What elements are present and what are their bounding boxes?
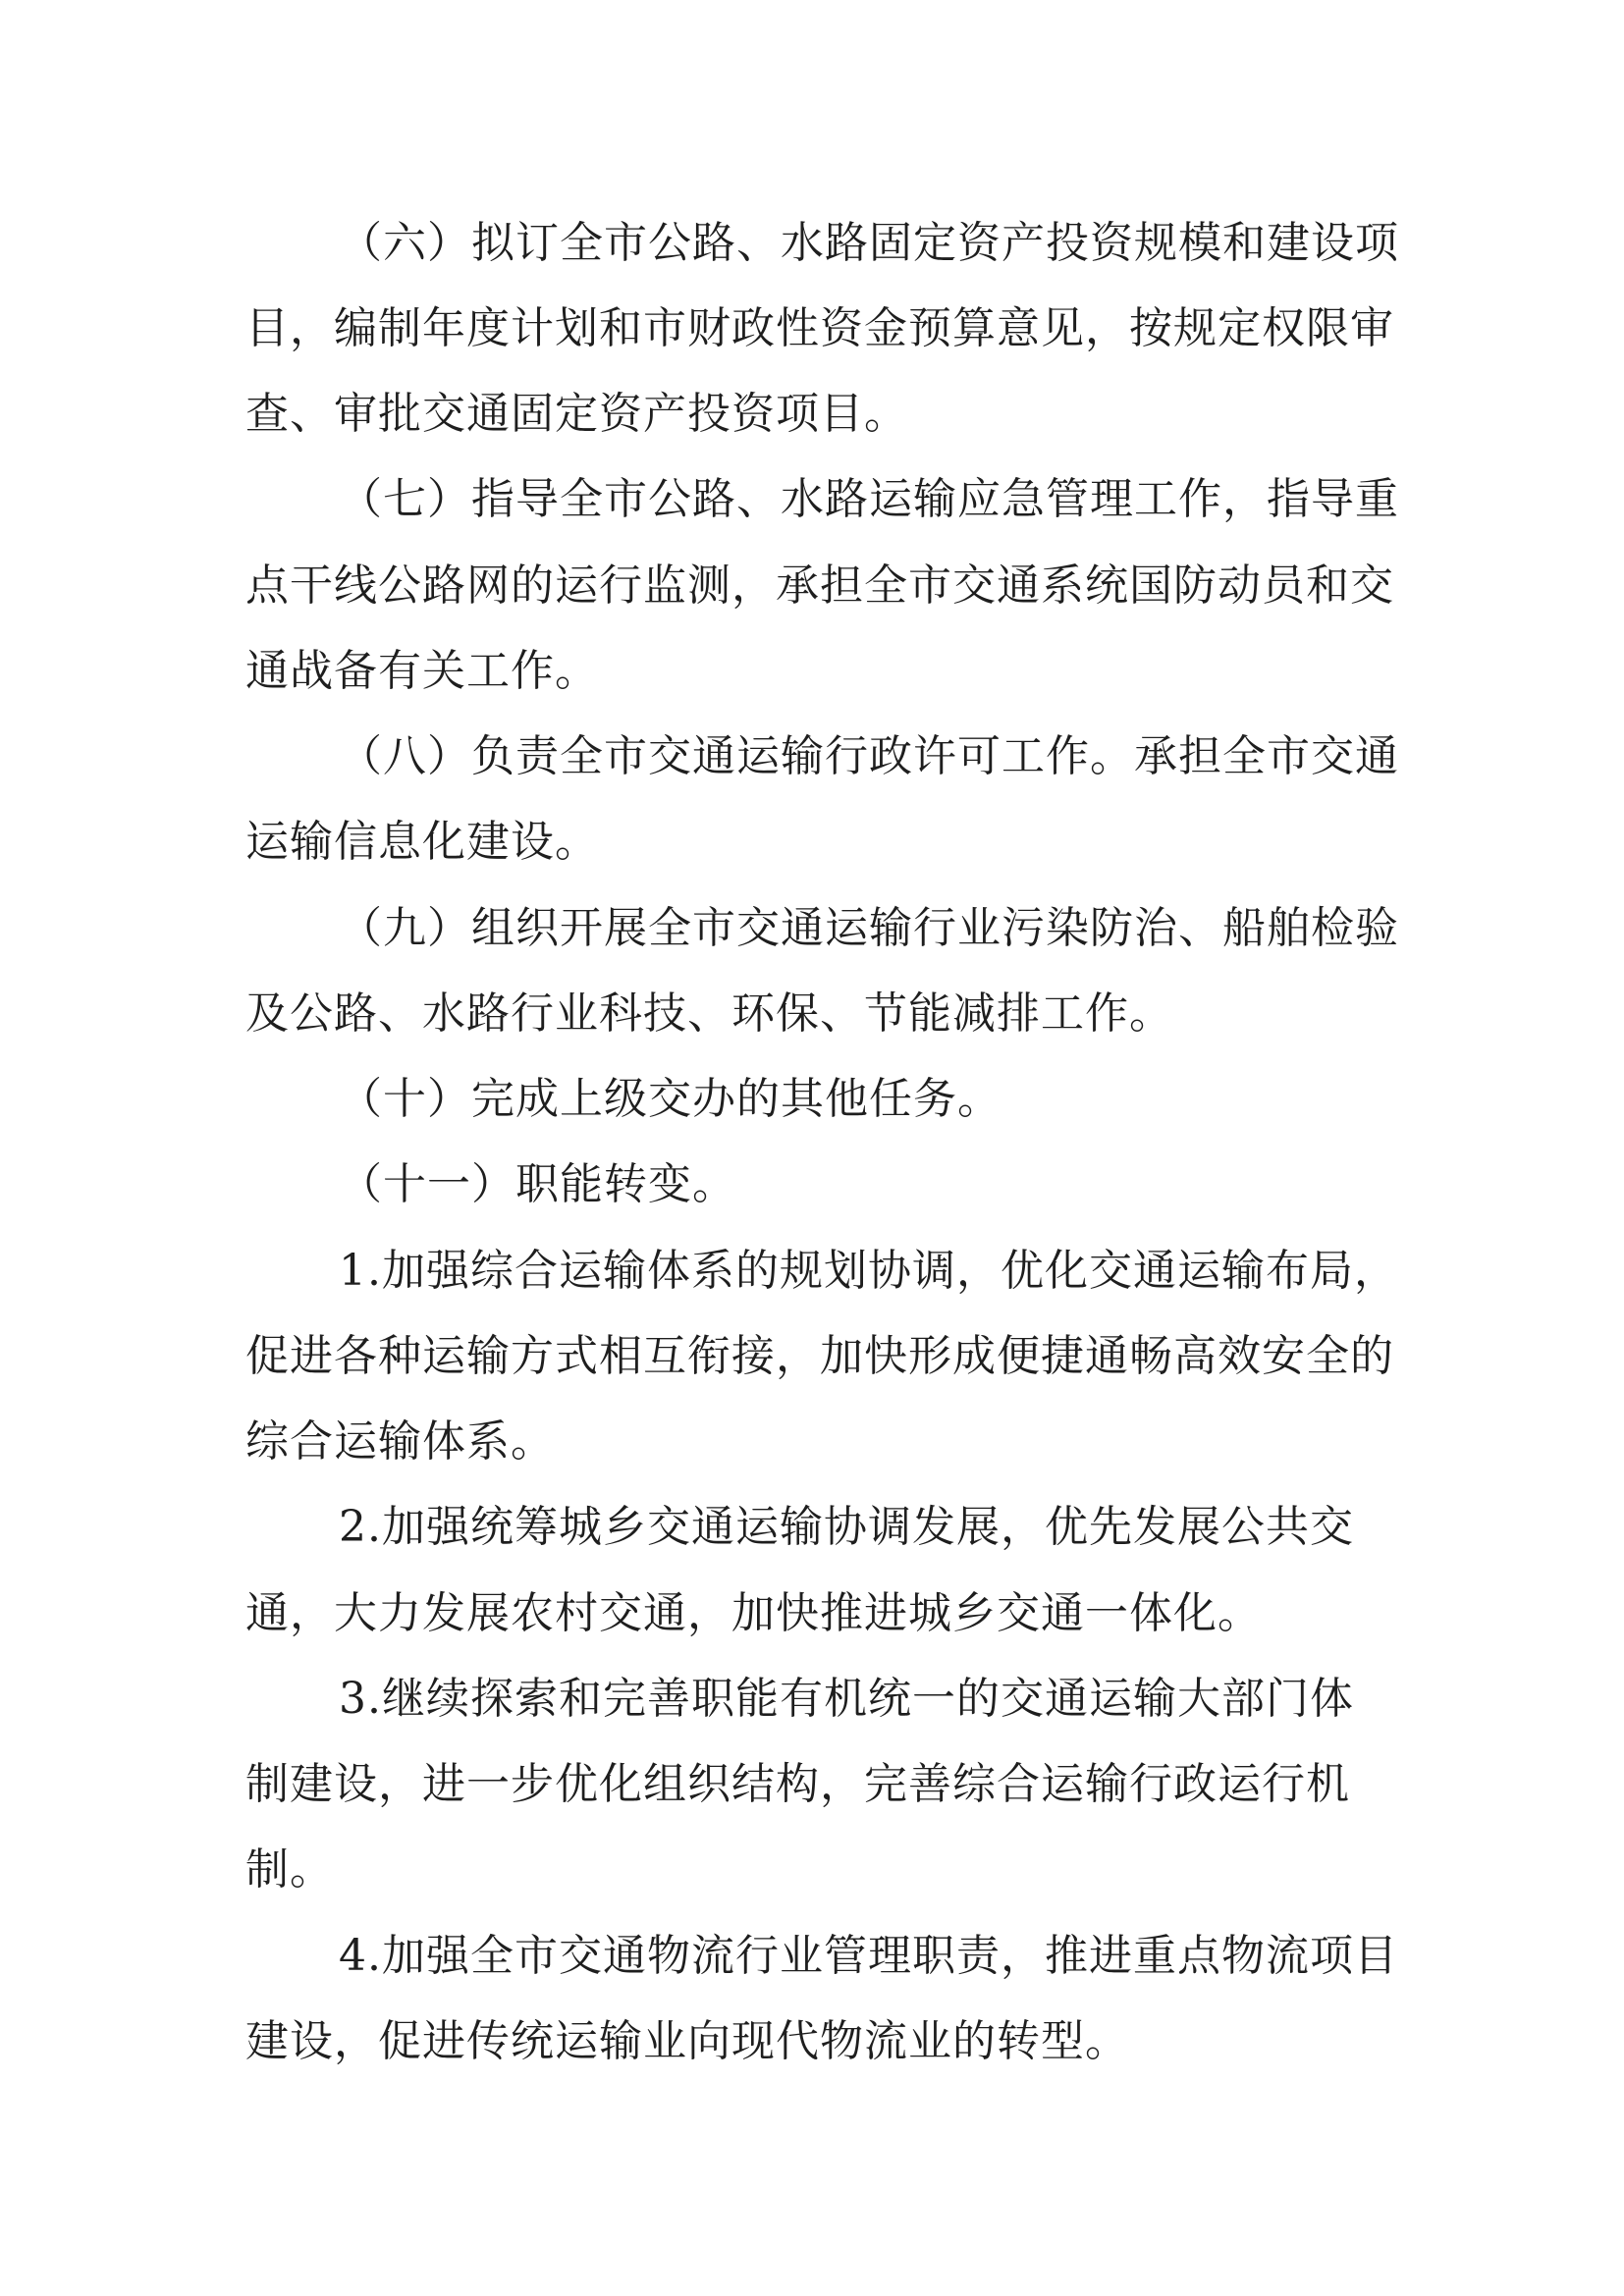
item-3-line-1: 3.继续探索和完善职能有机统一的交通运输大部门体 [339,1674,1354,1724]
item-1-line-2: 促进各种运输方式相互衔接，加快形成便捷通畅高效安全的 [245,1331,1394,1381]
paragraph-10-line-1: （十）完成上级交办的其他任务。 [339,1074,1001,1124]
paragraph-6-line-3: 查、审批交通固定资产投资项目。 [245,389,908,439]
paragraph-7-line-1: （七）指导全市公路、水路运输应急管理工作，指导重 [339,474,1399,524]
item-4-line-1: 4.加强全市交通物流行业管理职责，推进重点物流项目 [339,1931,1398,1981]
paragraph-7-line-3: 通战备有关工作。 [245,646,599,696]
paragraph-6-line-1: （六）拟订全市公路、水路固定资产投资规模和建设项 [339,218,1399,268]
item-1-line-3: 综合运输体系。 [245,1416,555,1467]
paragraph-11-heading: （十一）职能转变。 [339,1159,736,1209]
item-1-line-1: 1.加强综合运输体系的规划协调，优化交通运输布局， [339,1246,1398,1296]
item-2-line-1: 2.加强统筹城乡交通运输协调发展，优先发展公共交 [339,1502,1354,1552]
item-2-line-2: 通，大力发展农村交通，加快推进城乡交通一体化。 [245,1588,1262,1638]
paragraph-6-line-2: 目，编制年度计划和市财政性资金预算意见，按规定权限审 [245,303,1394,353]
paragraph-9-line-2: 及公路、水路行业科技、环保、节能减排工作。 [245,988,1173,1039]
paragraph-9-line-1: （九）组织开展全市交通运输行业污染防治、船舶检验 [339,903,1399,953]
item-3-line-2: 制建设，进一步优化组织结构，完善综合运输行政运行机 [245,1759,1350,1809]
paragraph-7-line-2: 点干线公路网的运行监测，承担全市交通系统国防动员和交 [245,561,1394,611]
item-3-line-3: 制。 [245,1844,334,1895]
paragraph-8-line-2: 运输信息化建设。 [245,817,599,867]
paragraph-8-line-1: （八）负责全市交通运输行政许可工作。承担全市交通 [339,731,1399,781]
item-4-line-2: 建设，促进传统运输业向现代物流业的转型。 [245,2016,1129,2066]
